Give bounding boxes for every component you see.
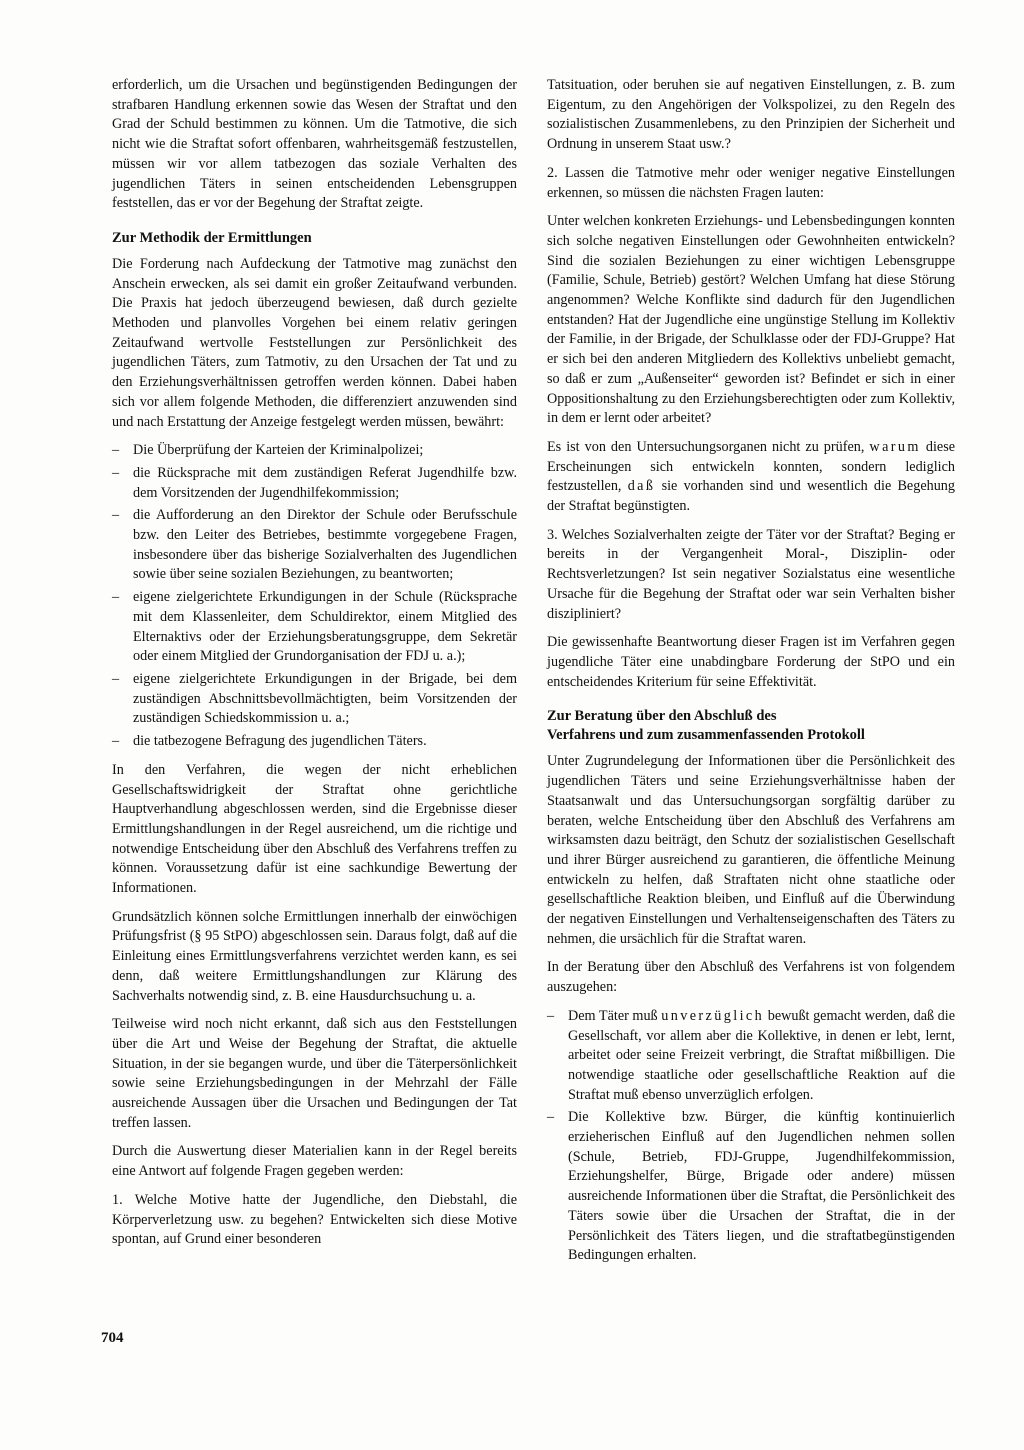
list-item: – eigene zielgerichtete Erkundigungen in der Schule (Rücksprache mit dem Klassenleiter, dem Schuldirektor, einem Mitglied des Elternaktivs oder der Erziehungsberatungsgruppe, dem Sekretär oder einem Mitglied der Grundorganisation der FDJ u. a.); [112,588,517,667]
list-item [547,1007,955,1106]
paragraph: erforderlich, um die Ursachen und begünstigenden Bedingungen der strafbaren Handlung erkennen sowie das Wesen der Straftat und den Grad der Schuld bestimmen zu können. Um die Tatmotive, die sich nicht wie die Straftat sofort offenbaren, wahrheitsgemäß festzustellen, müssen wir vor allem tatbezogen das soziale Verhalten des jugendlichen Täters in seinen entscheidenden Lebensgruppen feststellen, das er vor der Begehung der Straftat zeigte. [112,77,517,212]
paragraph: Unter welchen konkreten Erziehungs- und Lebensbedingungen konnten sich solche negativen Einstellungen oder Gewohnheiten entwickeln? Sind die sozialen Beziehungen zu einer wichtigen Lebensgruppe (Familie, Schule, Betrieb) gestört? Welchen Umfang hat diese Störung angenommen? Welche Konflikte sind dadurch für den Jugendlichen entstanden? Hat der Jugendliche eine ungünstige Stellung im Kollektiv der Familie, in der Brigade, der Schulklasse oder der FDJ-Gruppe? Hat er sich bei den anderen Mitgliedern des Kollektivs unbeliebt gemacht, so daß er zum „Außenseiter“ geworden ist? Befindet er sich in einer Oppositionshaltung zu den Erziehungsberechtigten oder zum Kollektiv, in dem er lernt oder arbeitet? [547,213,955,427]
text-run: Es ist von den Untersuchungsorganen nicht zu prüfen, [547,438,865,455]
page-number: 704 [101,1330,124,1346]
paragraph: 3. Welches Sozialverhalten zeigte der Täter vor der Straftat? Beging er bereits in der Vergangenheit Moral-, Disziplin- oder Rechtsverletzungen? Ist sein negativer Sozialstatus eine wesentliche Ursache für die Begehung der Straftat oder war sein Verhalten bisher diszipliniert? [547,526,955,622]
paragraph: In den Verfahren, die wegen der nicht erheblichen Gesellschaftswidrigkeit der Straftat ohne gerichtliche Hauptverhandlung abgeschlossen werden, sind die Ergebnisse dieser Ermittlungshandlungen in der Regel ausreichend, um die richtige und notwendige Entscheidung über den Abschluß des Verfahrens treffen zu können. Voraussetzung dafür ist eine sachkundige Bewertung der Informationen. [112,761,517,897]
emphasis-spaced: warum [869,438,921,455]
list-item: – die tatbezogene Befragung des jugendlichen Täters. [112,732,517,752]
paragraph: Unter Zugrundelegung der Informationen über die Persönlichkeit des jugendlichen Täters und seine Erziehungsverhältnisse haben der Staatsanwalt und das Untersuchungsorgan sorgfältig darüber zu beraten, welche Entscheidung über den Abschluß des Verfahrens am wirksamsten dazu beiträgt, den Schutz der sozialistischen Gesellschaft und ihrer Bürger ausreichend zu garantieren, die öffentliche Meinung entwickeln zu helfen, daß Straftaten nicht ohne staatliche oder gesellschaftliche Reaktion bleiben, und Einfluß auf die Überwindung der negativen Einstellungen und Verhaltenseigenschaften des Täters zu nehmen, die ursächlich für die Straftat waren. [547,753,955,947]
text-run: bewußt gemacht werden, daß die Gesellschaft, vor allem aber die Kollektive, in denen er lebt, lernt, arbeitet oder seine Freizeit verbringt, die Straftat mißbilligen. Die notwendige staatliche oder gesellschaftliche Reaktion auf die Straftat muß ebenso unverzüglich erfolgen. [568,1007,956,1103]
list-item: – Die Überprüfung der Karteien der Kriminalpolizei; [112,441,517,461]
paragraph: Tatsituation, oder beruhen sie auf negativen Einstellungen, z. B. zum Eigentum, zu den Angehörigen der Volkspolizei, zu den Regeln des sozialistischen Zusammenlebens, zu den Prinzipien der Sicherheit und Ordnung in unserem Staat usw.? [547,77,955,153]
text-run: sie vorhanden sind und wesentlich die Begehung der Straftat begünstigten. [547,478,955,515]
paragraph: 2. Lassen die Tatmotive mehr oder weniger negative Einstellungen erkennen, so müssen die nächsten Fragen lauten: [547,164,955,201]
emphasis-spaced: daß [627,478,656,495]
list-item: – die Rücksprache mit dem zuständigen Referat Jugendhilfe bzw. dem Vorsitzenden der Jugendhilfekommission; [112,464,517,503]
consideration-list [547,1007,955,1266]
left-column [112,76,517,1250]
paragraph: 1. Welche Motive hatte der Jugendliche, den Diebstahl, die Körperverletzung usw. zu begehen? Entwickelten sich diese Motive spontan, auf Grund einer besonderen [112,1191,517,1248]
paragraph: Grundsätzlich können solche Ermittlungen innerhalb der einwöchigen Prüfungsfrist (§ 95 StPO) abgeschlossen sein. Daraus folgt, daß auf die Einleitung eines Ermittlungsverfahrens verzichtet werden kann, es sei denn, daß weitere Ermittlungshandlungen zur Klärung des Sachverhalts notwendig sind, z. B. eine Hausdurchsuchung u. a. [112,908,517,1004]
right-column [547,76,955,1275]
text-run: diese Erscheinungen sich entwickeln konnten, sondern lediglich festzustellen, [547,438,956,495]
methods-list [112,441,517,752]
text-run: Dem Täter muß [568,1007,658,1024]
list-item: – Die Kollektive bzw. Bürger, die künftig kontinuierlich erzieherischen Einfluß auf den Jugendlichen nehmen sollen (Schule, Betrieb, FDJ-Gruppe, Jugendhilfekommission, Erziehungshelfer, Bürge, Brigade oder andere) müssen ausreichende Informationen über die Straftat, die Persönlichkeit des Täters sowie über die Ursachen der Straftat, die in der Persönlichkeit des Täters liegen, und die straftatbegünstigenden Bedingungen erhalten. [547,1108,955,1266]
paragraph: Die Forderung nach Aufdeckung der Tatmotive mag zunächst den Anschein erwecken, als sei damit ein großer Zeitaufwand verbunden. Die Praxis hat jedoch überzeugend bewiesen, daß durch gezielte Methoden und planvolles Vorgehen bei einem relativ geringen Zeitaufwand wertvolle Feststellungen zur Persönlichkeit des jugendlichen Täters, zum Tatmotiv, zu den Ursachen der Tat und zu den Erziehungsverhältnissen getroffen werden können. Dabei haben sich vor allem folgende Methoden, die differenziert anzuwenden sind und nach Erstattung der Anzeige festgelegt werden müssen, bewährt: [112,255,517,430]
paragraph [547,438,955,517]
paragraph: Die gewissenhafte Beantwortung dieser Fragen ist im Verfahren gegen jugendliche Täter eine unabdingbare Forderung der StPO und ein entscheidendes Kriterium für seine Effektivität. [547,634,955,690]
section-heading: Zur Methodik der Ermittlungen [112,229,312,246]
list-item: – eigene zielgerichtete Erkundigungen in der Brigade, bei dem zuständigen Abschnittsbevollmächtigten, beim Vorsitzenden der zuständigen Schiedskommission u. a.; [112,670,517,729]
heading-line: Verfahrens und zum zusammenfassenden Protokoll [547,727,865,744]
heading-line: Zur Beratung über den Abschluß des [547,708,777,725]
paragraph: In der Beratung über den Abschluß des Verfahrens ist von folgendem auszugehen: [547,959,955,996]
list-item: – die Aufforderung an den Direktor der Schule oder Berufsschule bzw. den Leiter des Betriebes, bestimmte vorgegebene Fragen, insbesondere über das bisherige Sozialverhalten des Jugendlichen sowie über seine sozialen Beziehungen, zu beantworten; [112,506,517,585]
section-heading [547,707,955,745]
paragraph: Teilweise wird noch nicht erkannt, daß sich aus den Feststellungen über die Art und Weise der Begehung der Straftat, die aktuelle Situation, in der sie begangen wurde, und über die Täterpersönlichkeit sowie seine Erziehungsbedingungen in der Mehrzahl der Fälle ausreichende Aussagen über die Ursachen und Bedingungen der Tat treffen lassen. [112,1016,517,1131]
emphasis-spaced: unverzüglich [661,1007,765,1024]
paragraph: Durch die Auswertung dieser Materialien kann in der Regel bereits eine Antwort auf folgende Fragen gegeben werden: [112,1143,517,1180]
